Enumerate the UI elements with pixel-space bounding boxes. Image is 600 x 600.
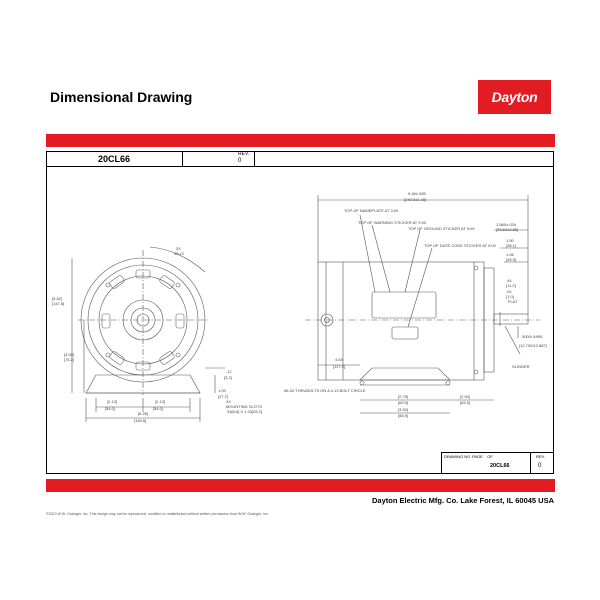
overall-height-label: [5.82] bbox=[52, 296, 63, 301]
bolt-len-mm-label: [117.9] bbox=[333, 364, 345, 369]
shaft-a-label: 1.50 bbox=[506, 238, 514, 243]
shaft-ext-label: [2.50] bbox=[460, 394, 471, 399]
half-base-1-label: [2.13] bbox=[107, 399, 118, 404]
ground-note: TOP OF GROUND STICKER AT 9:00 bbox=[408, 226, 475, 231]
foot-thick-label: .12 bbox=[226, 369, 232, 374]
shaft-ext-mm-label: [63.5] bbox=[460, 400, 471, 405]
overall-length-label: 9.46±.055 bbox=[408, 191, 426, 196]
shaft-len-label: 1.560±.034 bbox=[496, 222, 516, 227]
flat-mm-label: [11.2] bbox=[506, 283, 516, 288]
flat-b-label: .04 bbox=[506, 289, 512, 294]
foot-height-label: 1.09 bbox=[218, 388, 226, 393]
mounting-text-label: MOUNTING SLOTS bbox=[226, 404, 263, 409]
overall-height-mm-label: [147.8] bbox=[52, 301, 65, 306]
center-height-mm-label: [76.2] bbox=[64, 357, 75, 362]
title-block-rev-label: REV. bbox=[536, 454, 545, 459]
half-base-1-mm-label: [54.0] bbox=[105, 406, 116, 411]
half-base-2-label: [2.13] bbox=[155, 399, 166, 404]
thru-bolts-note: #8-32 THRUBOLTS ON A 4.13 BOLT CIRCLE bbox=[284, 388, 366, 393]
bolt-len-label: 4.64 bbox=[335, 357, 343, 362]
mounting-count-label: 4X bbox=[226, 399, 231, 404]
rev-value: 0 bbox=[238, 158, 242, 164]
mounting-size-label: .34[8.6] X 1.03[26.2] bbox=[226, 409, 263, 414]
shaft-dia-label: .5000/.4995 bbox=[521, 334, 543, 339]
title-block-drawing-cell bbox=[442, 453, 531, 474]
half-base-2-mm-label: [54.0] bbox=[153, 406, 164, 411]
title-block-drawing-no-label: DRAWING NO. bbox=[444, 454, 472, 459]
base-width-label: [6.28] bbox=[138, 411, 149, 416]
dayton-logo: Dayton bbox=[478, 80, 551, 114]
copyright-text: ©2013 W.W. Grainger, Inc. This design may not be reproduced, modified or redistributed without written permission from W.W. Grainger, Inc. bbox=[46, 512, 269, 516]
flat-text-label: FLAT bbox=[508, 299, 518, 304]
base-len-label: [2.75] bbox=[398, 394, 409, 399]
flat-label: .44 bbox=[506, 278, 512, 283]
base-len2-mm-label: [88.9] bbox=[398, 413, 409, 418]
center-height-label: [3.00] bbox=[64, 352, 75, 357]
title-block-page-label: PAGE OF bbox=[472, 454, 493, 459]
title-block bbox=[441, 452, 554, 474]
rev-label: REV. bbox=[238, 151, 250, 157]
shaft-a-mm-label: [38.1] bbox=[506, 243, 517, 248]
foot-height-mm-label: [27.7] bbox=[218, 394, 229, 399]
shaft-dia-mm-label: [12.700/12.687] bbox=[519, 343, 547, 348]
base-width-mm-label: [159.6] bbox=[134, 418, 147, 423]
title-block-rev-value: 0 bbox=[538, 463, 542, 469]
drawing-number: 20CL66 bbox=[46, 151, 183, 166]
date-code-note: TOP OF DATE CODE STICKER AT 9:00 bbox=[424, 243, 496, 248]
base-len-mm-label: [69.9] bbox=[398, 400, 409, 405]
base-len2-label: [3.50] bbox=[398, 407, 409, 412]
front-view bbox=[72, 247, 225, 422]
flat-b-mm-label: [1.0] bbox=[506, 294, 514, 299]
front-angle-label: 3X bbox=[176, 246, 181, 251]
overall-length-mm-label: [240.3±1.40] bbox=[404, 197, 427, 202]
page-title: Dimensional Drawing bbox=[50, 89, 193, 105]
foot-thick-mm-label: [3.2] bbox=[224, 375, 232, 380]
title-block-drawing-no: 20CL66 bbox=[490, 463, 510, 469]
warning-note: TOP OF WARNING STICKER AT 9:00 bbox=[358, 220, 427, 225]
company-footer: Dayton Electric Mfg. Co. Lake Forest, IL 60045 USA bbox=[372, 496, 554, 505]
shaft-b-label: 1.06 bbox=[506, 252, 514, 257]
front-angle2-label: 45 ±2 bbox=[174, 251, 184, 256]
shaft-b-mm-label: [26.9] bbox=[506, 257, 517, 262]
nameplate-note: TOP OF NAMEPLATE AT 3:00 bbox=[344, 208, 399, 213]
slinger-label: SLINGER bbox=[512, 364, 530, 369]
shaft-len-mm-label: [39.63±0.86] bbox=[496, 227, 519, 232]
